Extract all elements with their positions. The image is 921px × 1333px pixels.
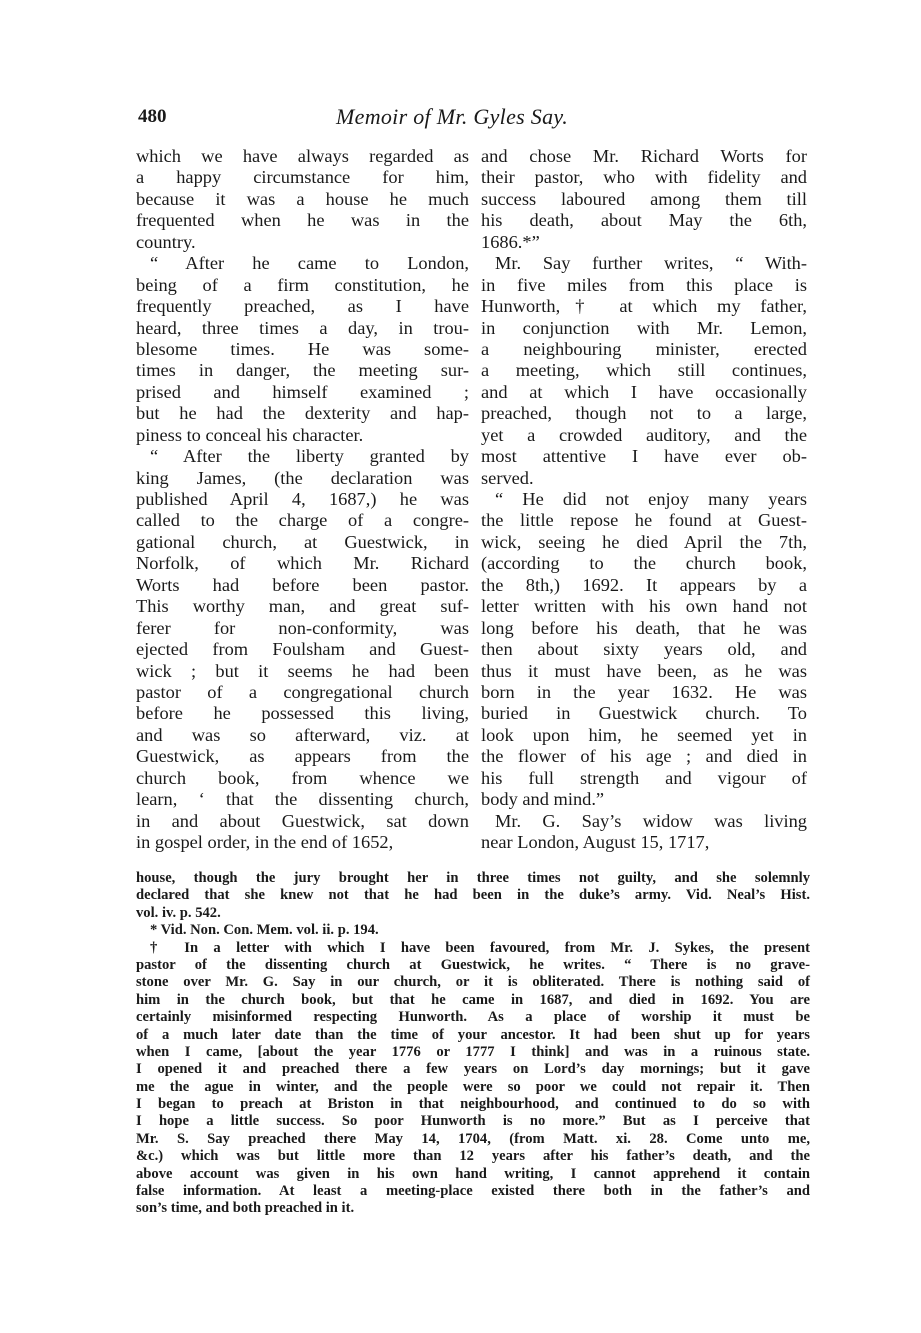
text-line: I opened it and preached there a few years on Lord’s day mornings; but it gave <box>136 1061 810 1078</box>
text-line: being of a firm constitution, he <box>136 274 469 295</box>
text-line: in five miles from this place is <box>481 274 807 295</box>
text-line: church book, from whence we <box>136 767 469 788</box>
text-line: blesome times. He was some- <box>136 338 469 359</box>
text-line: and chose Mr. Richard Worts for <box>481 146 807 166</box>
text-line: because it was a house he much <box>136 188 469 209</box>
text-line: of a much later date than the time of your ancestor. It had been shut up for years <box>136 1026 810 1043</box>
text-line: * Vid. Non. Con. Mem. vol. ii. p. 194. <box>150 922 379 939</box>
text-line: Mr. G. Say’s widow was living <box>495 810 807 831</box>
text-line: success laboured among them till <box>481 188 807 209</box>
text-line: Worts had before been pastor. <box>136 574 469 595</box>
text-line: near London, August 15, 1717, <box>481 832 710 852</box>
text-line: certainly misinformed respecting Hunworth. As a place of worship it must be <box>136 1009 810 1026</box>
text-line: pastor of a congregational church <box>136 681 469 702</box>
text-line: king James, (the declaration was <box>136 467 469 488</box>
text-line: his full strength and vigour of <box>481 767 807 788</box>
text-line: vol. iv. p. 542. <box>136 904 221 921</box>
text-line: in gospel order, in the end of 1652, <box>136 832 394 852</box>
text-line: learn, ‘ that the dissenting church, <box>136 789 469 810</box>
text-line: letter written with his own hand not <box>481 596 807 617</box>
text-line: piness to conceal his character. <box>136 424 364 445</box>
text-line: buried in Guestwick church. To <box>481 703 807 724</box>
text-line: I hope a little success. So poor Hunworth is no more.” But as I perceive that <box>136 1113 810 1130</box>
text-line: I began to preach at Briston in that neighbourhood, and continued to do so with <box>136 1096 810 1113</box>
text-line: his death, about May the 6th, <box>481 210 807 231</box>
text-line: &c.) which was but little more than 12 years after his father’s death, and the <box>136 1148 810 1165</box>
text-line: a neighbouring minister, erected <box>481 338 807 359</box>
text-line: a meeting, which still continues, <box>481 360 807 381</box>
text-line: Hunworth,† at which my father, <box>481 296 807 317</box>
left-column <box>136 146 469 853</box>
text-line: stone over Mr. G. Say in our church, or it is obliterated. There is nothing said of <box>136 974 810 991</box>
text-line: (according to the church book, <box>481 553 807 574</box>
text-line: † In a letter with which I have been favoured, from Mr. J. Sykes, the present <box>150 939 810 956</box>
text-line: body and mind.” <box>481 789 605 810</box>
text-line: 1686.*” <box>481 231 540 252</box>
text-line: gational church, at Guestwick, in <box>136 531 469 552</box>
text-line: frequented when he was in the <box>136 210 469 231</box>
text-line: times in danger, the meeting sur- <box>136 360 469 381</box>
text-line: when I came, [about the year 1776 or 1777 I think] and was in a ruinous state. <box>136 1043 810 1060</box>
text-line: “ After the liberty granted by <box>150 446 469 467</box>
text-line: Guestwick, as appears from the <box>136 746 469 767</box>
text-line: thus it must have been, as he was <box>481 660 807 681</box>
text-line: Norfolk, of which Mr. Richard <box>136 553 469 574</box>
text-line: him in the church book, but that he came in 1687, and died in 1692. You are <box>136 991 810 1008</box>
text-line: son’s time, and both preached in it. <box>136 1200 355 1217</box>
text-line: in and about Guestwick, sat down <box>136 810 469 831</box>
text-line: house, though the jury brought her in three times not guilty, and she solemnly <box>136 870 810 886</box>
text-line: above account was given in his own hand writing, I cannot apprehend it contain <box>136 1165 810 1182</box>
text-line: in conjunction with Mr. Lemon, <box>481 317 807 338</box>
text-line: yet a crowded auditory, and the <box>481 424 807 445</box>
text-line: declared that she knew not that he had been in the duke’s army. Vid. Neal’s Hist. <box>136 887 810 904</box>
footnotes <box>136 870 810 1218</box>
text-line: then about sixty years old, and <box>481 639 807 660</box>
text-line: most attentive I have ever ob- <box>481 446 807 467</box>
text-line: Mr. S. Say preached there May 14, 1704, (from Matt. xi. 28. Come unto me, <box>136 1130 810 1147</box>
text-line: born in the year 1632. He was <box>481 681 807 702</box>
text-line: served. <box>481 467 534 488</box>
text-line: their pastor, who with fidelity and <box>481 167 807 188</box>
text-line: and at which I have occasionally <box>481 381 807 402</box>
text-line: “ He did not enjoy many years <box>495 489 807 509</box>
text-line: but he had the dexterity and hap- <box>136 403 469 424</box>
text-line: country. <box>136 231 196 252</box>
text-line: frequently preached, as I have <box>136 296 469 317</box>
right-column <box>481 146 807 853</box>
running-title: Memoir of Mr. Gyles Say. <box>336 104 569 129</box>
text-line: and was so afterward, viz. at <box>136 724 469 745</box>
text-line: published April 4, 1687,) he was <box>136 489 469 509</box>
text-line: long before his death, that he was <box>481 617 807 638</box>
text-line: false information. At least a meeting-place existed there both in the father’s and <box>136 1183 810 1200</box>
text-line: me the ague in winter, and the people were so poor we could not repair it. Then <box>136 1078 810 1095</box>
text-line: the little repose he found at Guest- <box>481 510 807 531</box>
text-line: heard, three times a day, in trou- <box>136 317 469 338</box>
text-line: prised and himself examined ; <box>136 381 469 402</box>
text-line: look upon him, he seemed yet in <box>481 724 807 745</box>
text-line: ferer for non-conformity, was <box>136 617 469 638</box>
text-line: a happy circumstance for him, <box>136 167 469 188</box>
text-line: This worthy man, and great suf- <box>136 596 469 617</box>
text-line: which we have always regarded as <box>136 146 469 166</box>
text-line: wick, seeing he died April the 7th, <box>481 531 807 552</box>
text-line: pastor of the dissenting church at Guestwick, he writes. “ There is no grave- <box>136 956 810 973</box>
page-number: 480 <box>138 106 167 127</box>
text-line: called to the charge of a congre- <box>136 510 469 531</box>
text-line: the 8th,) 1692. It appears by a <box>481 574 807 595</box>
text-line: preached, though not to a large, <box>481 403 807 424</box>
text-line: wick ; but it seems he had been <box>136 660 469 681</box>
text-line: the flower of his age ; and died in <box>481 746 807 767</box>
text-line: before he possessed this living, <box>136 703 469 724</box>
text-line: ejected from Foulsham and Guest- <box>136 639 469 660</box>
page-header <box>138 106 818 136</box>
text-line: Mr. Say further writes, “ With- <box>495 253 807 274</box>
text-line: “ After he came to London, <box>150 253 469 274</box>
